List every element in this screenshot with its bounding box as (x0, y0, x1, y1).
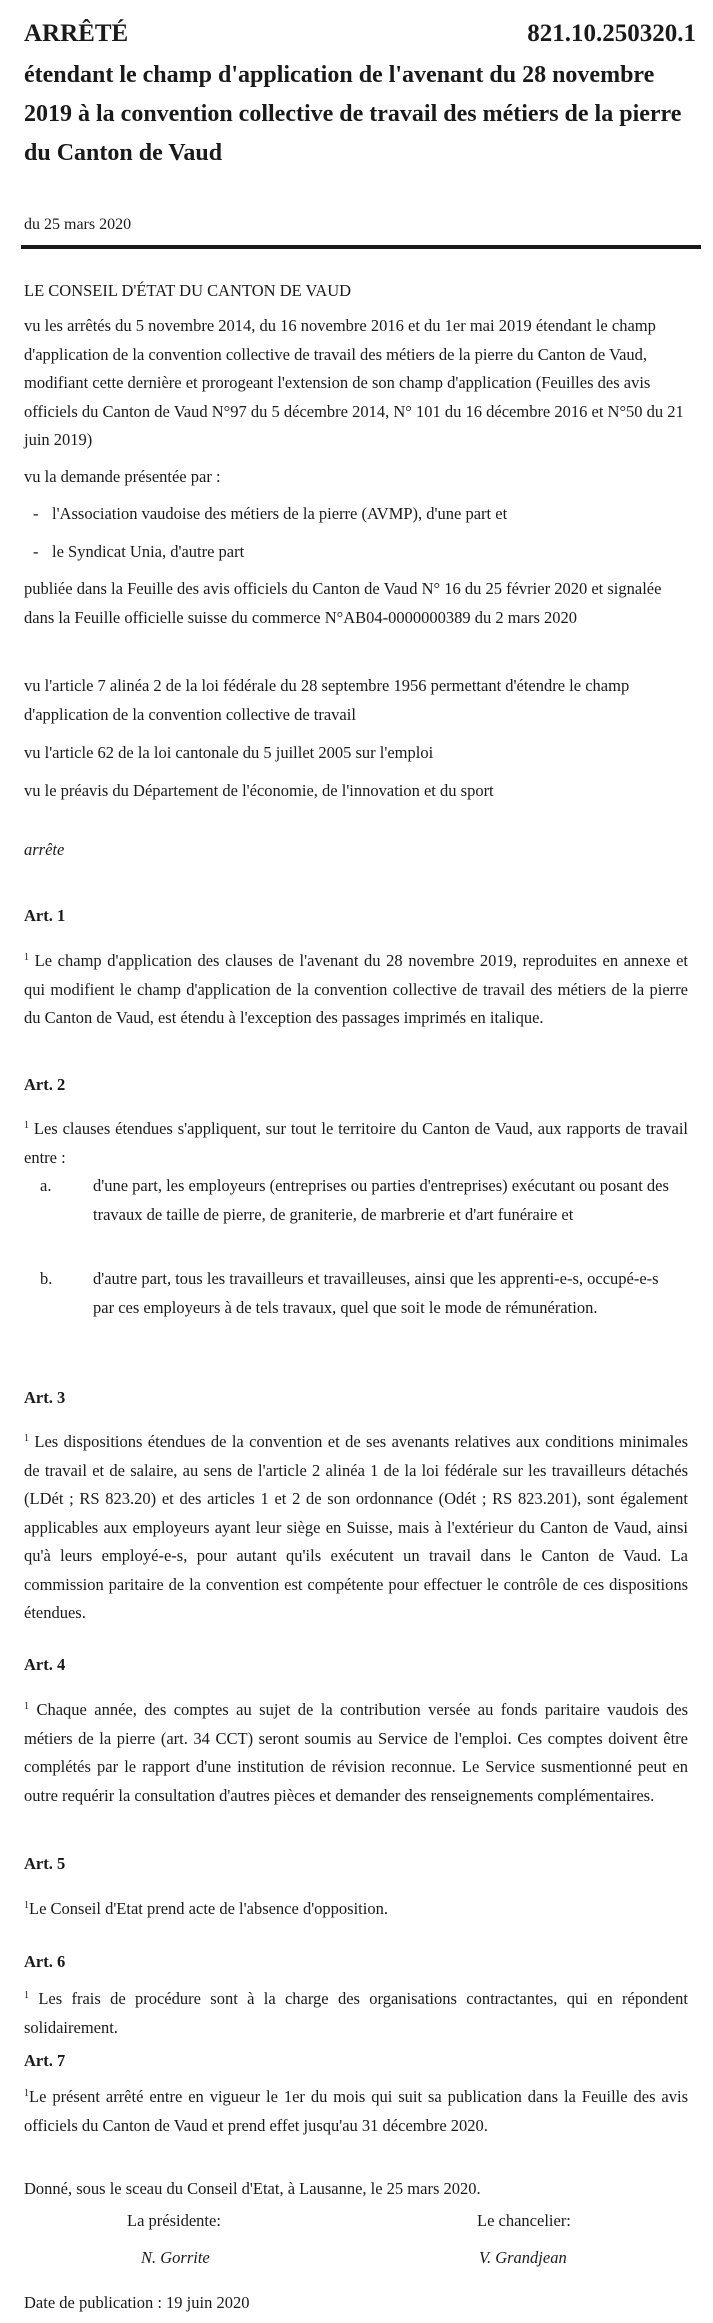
article-3-text (24, 1428, 688, 1628)
paragraph-number: 1 (24, 2088, 29, 2099)
article-1-body: Le champ d'application des clauses de l'avenant du 28 novembre 2019, reproduites en annexe et qui modifient le champ d'application de la convention collective de travail des métiers de la pierre du Canton de Vaud, est étendu à l'exception des passages imprimés en italique. (24, 951, 688, 1027)
article-6-heading: Art. 6 (24, 1952, 66, 1971)
article-3-heading: Art. 3 (24, 1388, 66, 1407)
article-4-heading: Art. 4 (24, 1655, 66, 1674)
party-list-item (33, 538, 683, 567)
preamble-vu-arretes: vu les arrêtés du 5 novembre 2014, du 16 novembre 2016 et du 1er mai 2019 étendant le champ d'application de la convention collective de travail des métiers de la pierre du Canton de Vaud, modifiant cette dernière et prorogeant l'extension de son champ d'application (Feuilles des avis officiels du Canton de Vaud N°97 du 5 décembre 2014, N° 101 du 16 décembre 2016 et N°50 du 21 juin 2019) (24, 316, 684, 449)
preamble-vu-preavis: vu le préavis du Département de l'économie, de l'innovation et du sport (24, 781, 494, 800)
authority-heading: LE CONSEIL D'ÉTAT DU CANTON DE VAUD (24, 281, 352, 300)
list-item-text: d'autre part, tous les travailleurs et travailleuses, ainsi que les apprenti-e-s, occupé-e-s par ces employeurs à de tels travaux, quel que soit le mode de rémunération. (93, 1269, 659, 1317)
article-6-text (24, 1985, 688, 2042)
party-text: le Syndicat Unia, d'autre part (52, 542, 245, 561)
article-6-body: Les frais de procédure sont à la charge des organisations contractantes, qui en répondent solidairement. (24, 1989, 689, 2037)
paragraph-number: 1 (24, 1990, 29, 2001)
publication-date: Date de publication : 19 juin 2020 (24, 2293, 250, 2312)
article-7-body: Le présent arrêté entre en vigueur le 1er du mois qui suit sa publication dans la Feuille des avis officiels du Canton de Vaud et prend effet jusqu'au 31 décembre 2020. (24, 2087, 688, 2135)
list-item-label: b. (40, 1269, 53, 1288)
document-title: étendant le champ d'application de l'avenant du 28 novembre 2019 à la convention collective de travail des métiers de la pierre du Canton de Vaud (24, 62, 682, 166)
article-4-text (24, 1696, 688, 1810)
paragraph-number: 1 (24, 1433, 29, 1444)
party-list-item (33, 500, 683, 529)
preamble-vu-article7: vu l'article 7 alinéa 2 de la loi fédérale du 28 septembre 1956 permettant d'étendre le champ d'application de la convention collective de travail (24, 676, 630, 724)
preamble-vu-article62: vu l'article 62 de la loi cantonale du 5 juillet 2005 sur l'emploi (24, 743, 434, 762)
signatory-role-president: La présidente: (127, 2211, 221, 2230)
dash-bullet: - (33, 504, 39, 523)
signatory-name-president: N. Gorrite (141, 2248, 210, 2267)
paragraph-number: 1 (24, 1701, 29, 1712)
signatory-name-chancellor: V. Grandjean (479, 2248, 567, 2267)
article-2-text (24, 1115, 688, 1172)
article-7-heading: Art. 7 (24, 2051, 66, 2070)
article-7-text (24, 2083, 688, 2140)
article-2-body: Les clauses étendues s'appliquent, sur tout le territoire du Canton de Vaud, aux rapports de travail entre : (24, 1119, 688, 1167)
party-text: l'Association vaudoise des métiers de la pierre (AVMP), d'une part et (52, 504, 508, 523)
article-2-heading: Art. 2 (24, 1075, 66, 1094)
article-4-body: Chaque année, des comptes au sujet de la contribution versée au fonds paritaire vaudois des métiers de la pierre (art. 34 CCT) seront soumis au Service de l'emploi. Ces comptes doivent être complétés par le rapport d'une institution de révision reconnue. Le Service susmentionné peut en outre requérir la consultation d'autres pièces et demander des renseignements complémentaires. (24, 1700, 689, 1805)
signatory-role-chancellor: Le chancelier: (477, 2211, 571, 2230)
list-item-label: a. (40, 1176, 52, 1195)
document-date: du 25 mars 2020 (24, 216, 132, 233)
given-statement: Donné, sous le sceau du Conseil d'Etat, à Lausanne, le 25 mars 2020. (24, 2179, 481, 2198)
list-item-text: d'une part, les employeurs (entreprises ou parties d'entreprises) exécutant ou posant des travaux de taille de pierre, de graniterie, de marbrerie et d'art funéraire et (93, 1176, 669, 1224)
article-1-heading: Art. 1 (24, 906, 66, 925)
article-5-heading: Art. 5 (24, 1854, 66, 1873)
document-type: ARRÊTÉ (24, 20, 129, 47)
dash-bullet: - (33, 542, 39, 561)
preamble-arrete: arrête (24, 840, 65, 859)
preamble-publiee: publiée dans la Feuille des avis officiels du Canton de Vaud N° 16 du 25 février 2020 et signalée dans la Feuille officielle suisse du commerce N°AB04-0000000389 du 2 mars 2020 (24, 579, 662, 627)
article-5-body: Le Conseil d'Etat prend acte de l'absence d'opposition. (29, 1899, 388, 1918)
paragraph-number: 1 (24, 952, 29, 963)
article-1-text (24, 947, 688, 1033)
paragraph-number: 1 (24, 1900, 29, 1911)
article-5-text (24, 1895, 688, 1924)
paragraph-number: 1 (24, 1120, 29, 1131)
document-number: 821.10.250320.1 (527, 20, 696, 47)
header-rule-divider (21, 245, 701, 249)
article-3-body: Les dispositions étendues de la convention et de ses avenants relatives aux conditions minimales de travail et de salaire, au sens de l'article 2 alinéa 1 de la loi fédérale sur les travailleurs détachés (LDét ; RS 823.20) et des articles 1 et 2 de son ordonnance (Odét ; RS 823.201), sont également applicables aux employeurs ayant leur siège en Suisse, mais à l'extérieur du Canton de Vaud, ainsi qu'à leurs employé-e-s, pour autant qu'ils exécutent un travail dans le Canton de Vaud. La commission paritaire de la convention est compétente pour effectuer le contrôle de ces dispositions étendues. (24, 1432, 688, 1622)
preamble-vu-demande: vu la demande présentée par : (24, 467, 221, 486)
